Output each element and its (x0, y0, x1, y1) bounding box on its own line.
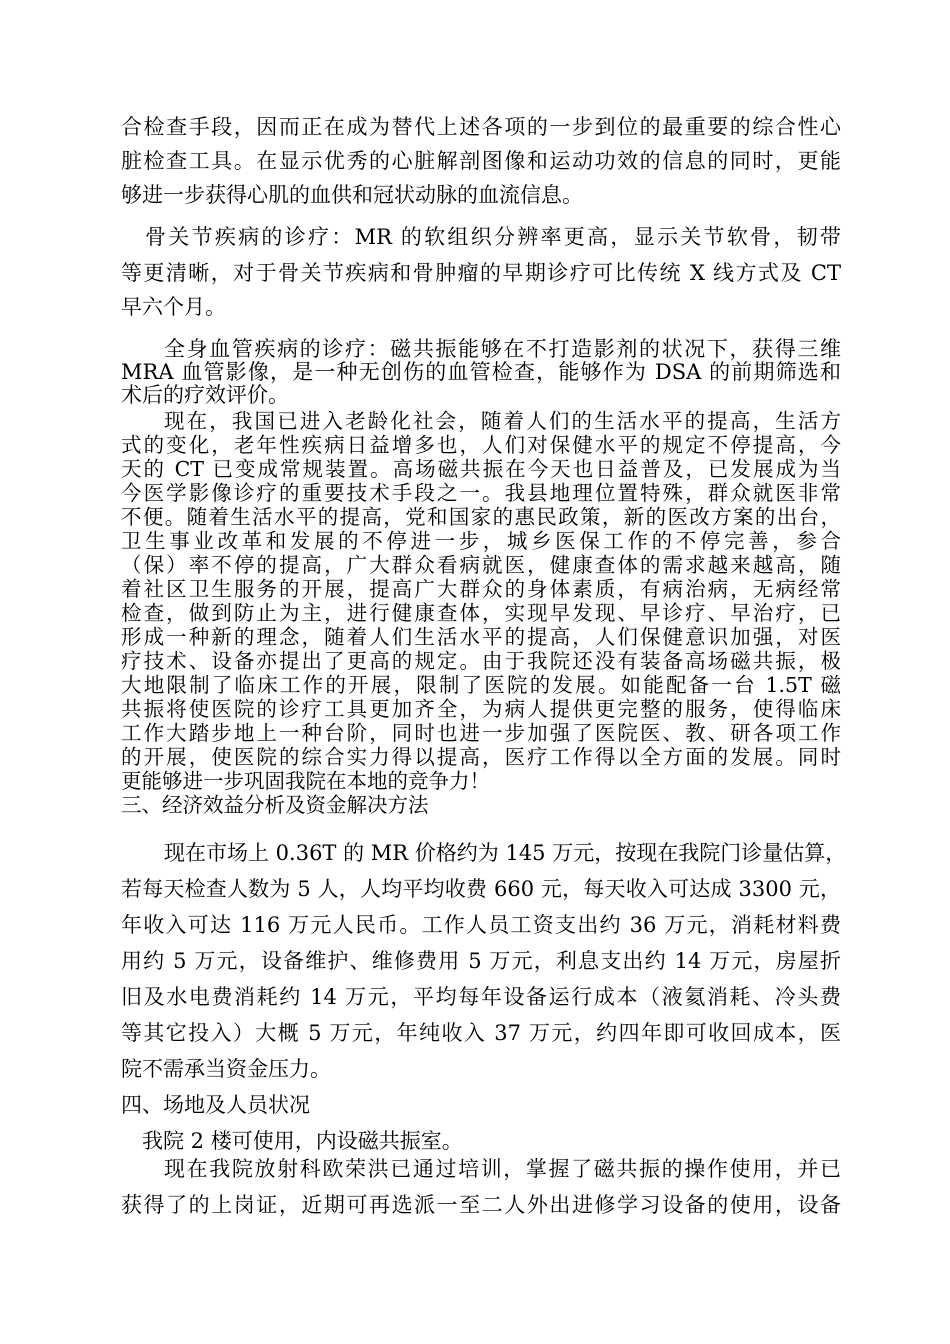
paragraph-4-line-2: 式的变化，老年性疾病日益增多也，人们对保健水平的规定不停提高，今 (121, 433, 841, 457)
paragraph-5-line-4: 用约 5 万元，设备维护、维修费用 5 万元，利息支出约 14 万元，房屋折 (121, 949, 841, 973)
paragraph-4-line-15: 的开展，使医院的综合实力得以提高，医疗工作得以全方面的发展。同时 (121, 745, 841, 769)
paragraph-1-line-1: 合检查手段，因而正在成为替代上述各项的一步到位的最重要的综合性心 (121, 115, 841, 139)
paragraph-5-line-6: 等其它投入）大概 5 万元，年纯收入 37 万元，约四年即可收回成本，医 (121, 1021, 841, 1045)
paragraph-2-line-3: 早六个月。 (121, 295, 226, 319)
paragraph-3-line-2: MRA 血管影像，是一种无创伤的血管检查，能够作为 DSA 的前期筛选和 (121, 360, 841, 384)
paragraph-4-line-6: 卫生事业改革和发展的不停进一步，城乡医保工作的不停完善，参合 (121, 529, 841, 553)
paragraph-4-line-7: （保）率不停的提高，广大群众看病就医，健康查体的需求越来越高，随 (121, 553, 841, 577)
paragraph-1-line-3: 够进一步获得心肌的血供和冠状动脉的血流信息。 (121, 183, 583, 207)
paragraph-4-line-12: 大地限制了临床工作的开展，限制了医院的发展。如能配备一台 1.5T 磁 (121, 673, 841, 697)
paragraph-5-line-7: 院不需承当资金压力。 (121, 1057, 331, 1081)
paragraph-5-line-5: 旧及水电费消耗约 14 万元，平均每年设备运行成本（液氦消耗、冷头费 (121, 985, 841, 1009)
paragraph-5-line-1: 现在市场上 0.36T 的 MR 价格约为 145 万元，按现在我院门诊量估算， (164, 841, 847, 865)
paragraph-5-line-2: 若每天检查人数为 5 人，人均平均收费 660 元，每天收入可达成 3300 元， (121, 877, 841, 901)
paragraph-4-line-14: 工作大踏步地上一种台阶，同时也进一步加强了医院医、教、研各项工作 (121, 721, 841, 745)
paragraph-4-line-8: 着社区卫生服务的开展，提高广大群众的身体素质，有病治病，无病经常 (121, 577, 841, 601)
paragraph-3-line-3: 术后的疗效评价。 (121, 383, 289, 407)
paragraph-5-line-3: 年收入可达 116 万元人民币。工作人员工资支出约 36 万元，消耗材料费 (121, 913, 841, 937)
paragraph-4-line-4: 今医学影像诊疗的重要技术手段之一。我县地理位置特殊，群众就医非常 (121, 481, 841, 505)
paragraph-3-line-1: 全身血管疾病的诊疗：磁共振能够在不打造影剂的状况下，获得三维 (164, 337, 841, 361)
paragraph-4-line-3: 天的 CT 已变成常规装置。高场磁共振在今天也日益普及，已发展成为当 (121, 457, 841, 481)
paragraph-4-line-16: 更能够进一步巩固我院在本地的竞争力！ (121, 769, 490, 793)
paragraph-4-line-13: 共振将使医院的诊疗工具更加齐全，为病人提供更完整的服务，使得临床 (121, 697, 841, 721)
paragraph-4-line-9: 检查，做到防止为主，进行健康查体，实现早发现、早诊疗、早治疗，已 (121, 601, 841, 625)
paragraph-6-line-1: 我院 2 楼可使用，内设磁共振室。 (142, 1129, 463, 1153)
paragraph-4-line-10: 形成一种新的理念，随着人们生活水平的提高，人们保健意识加强，对医 (121, 625, 841, 649)
paragraph-4-line-5: 不便。随着生活水平的提高，党和国家的惠民政策，新的医改方案的出台， (121, 505, 841, 529)
paragraph-1-line-2: 脏检查工具。在显示优秀的心脏解剖图像和运动功效的信息的同时，更能 (121, 149, 841, 173)
section-heading-site-and-staff: 四、场地及人员状况 (121, 1093, 310, 1117)
paragraph-2-line-1: 骨关节疾病的诊疗：MR 的软组织分辨率更高，显示关节软骨，韧带 (145, 225, 841, 249)
paragraph-2-line-2: 等更清晰，对于骨关节疾病和骨肿瘤的早期诊疗可比传统 X 线方式及 CT (121, 261, 841, 285)
paragraph-7-line-1: 现在我院放射科欧荣洪已通过培训，掌握了磁共振的操作使用，并已 (164, 1157, 841, 1181)
section-heading-economic-analysis: 三、经济效益分析及资金解决方法 (121, 793, 429, 817)
paragraph-4-line-1: 现在，我国已进入老龄化社会，随着人们的生活水平的提高，生活方 (164, 409, 841, 433)
paragraph-4-line-11: 疗技术、设备亦提出了更高的规定。由于我院还没有装备高场磁共振，极 (121, 649, 841, 673)
paragraph-7-line-2: 获得了的上岗证，近期可再选派一至二人外出进修学习设备的使用，设备 (121, 1193, 841, 1217)
